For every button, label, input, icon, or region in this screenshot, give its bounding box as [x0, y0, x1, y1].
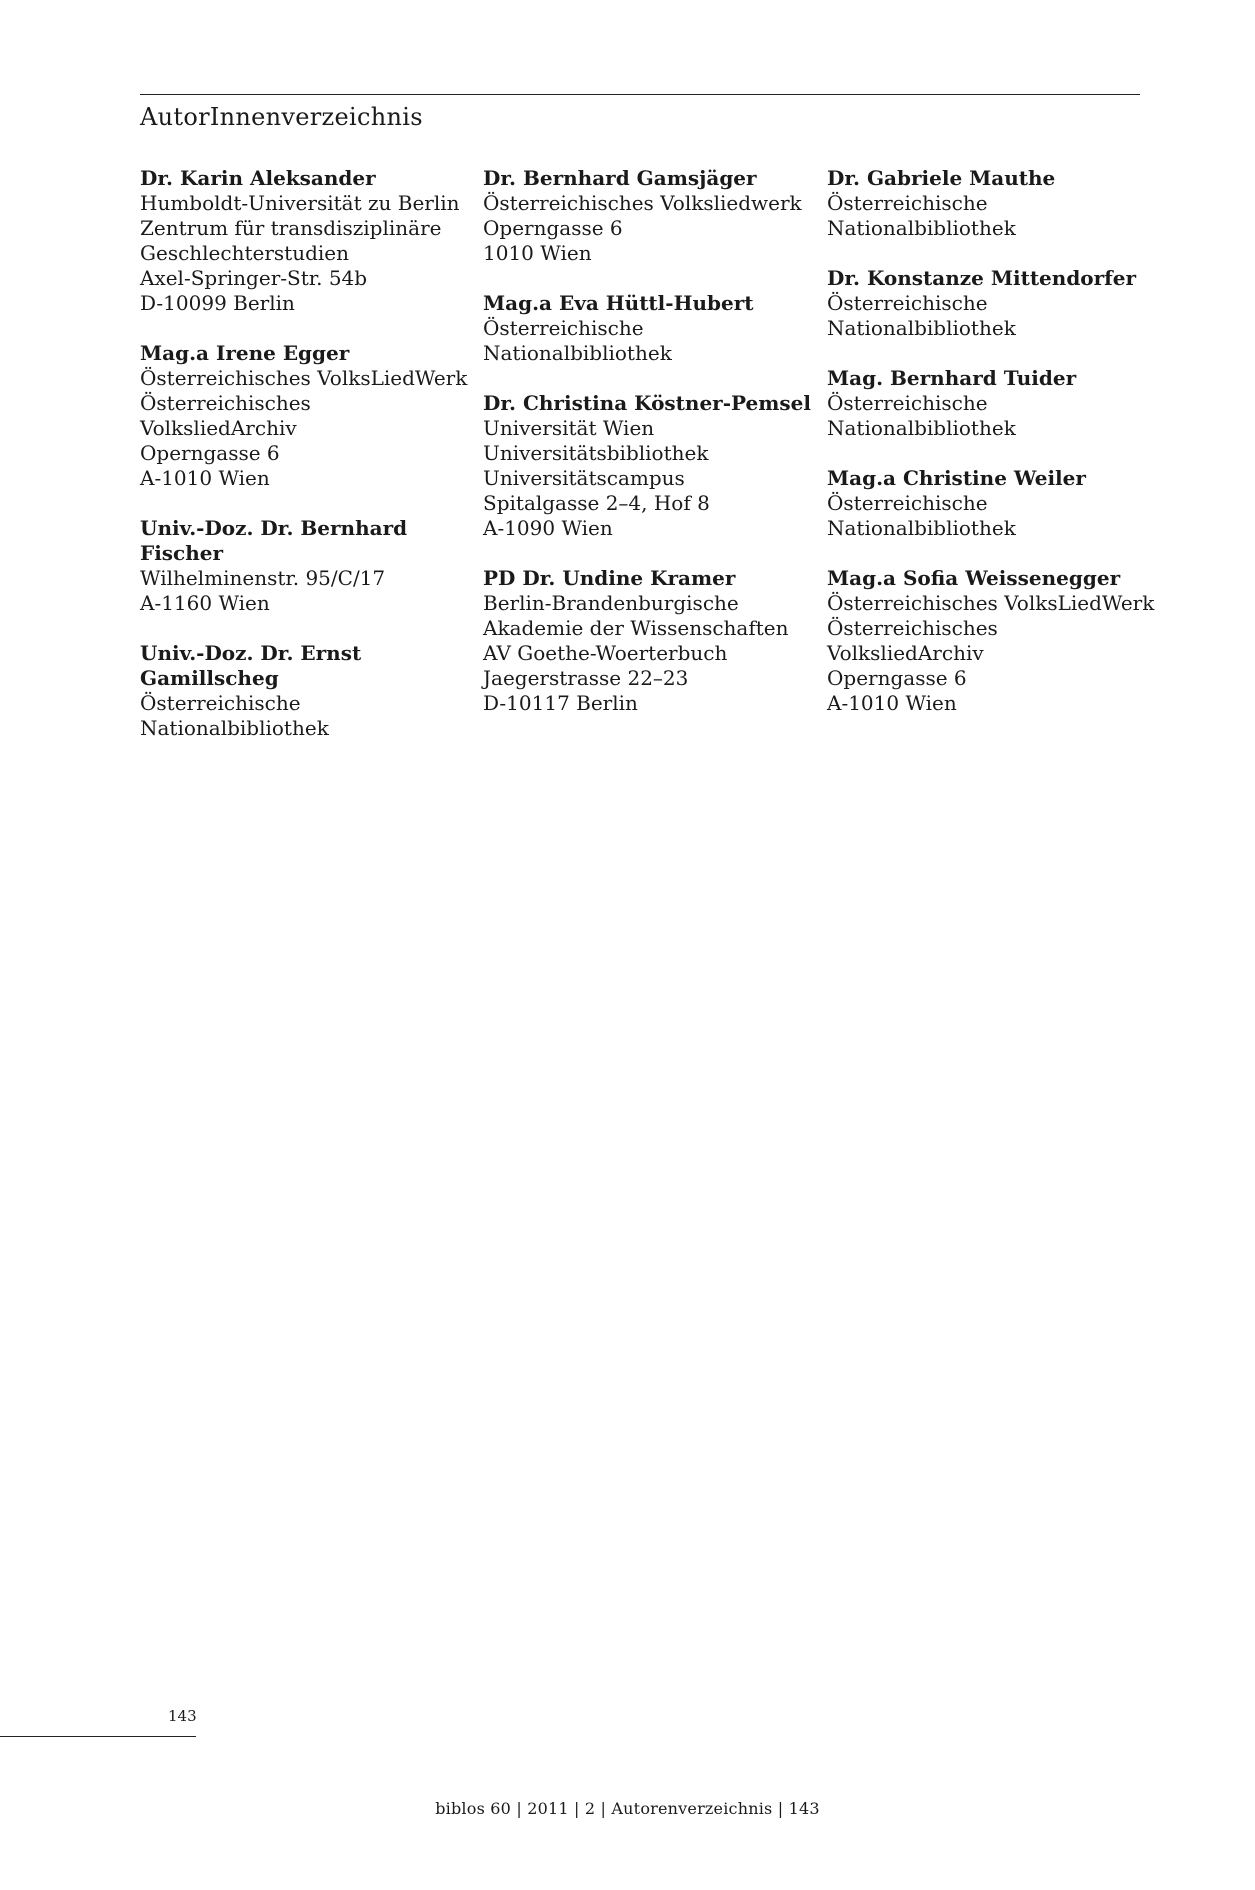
- address-line: Österreichisches: [827, 616, 998, 640]
- address-line: Nationalbibliothek: [827, 216, 1016, 240]
- address-line: Universität Wien: [483, 416, 655, 440]
- address-line: A-1090 Wien: [483, 516, 613, 540]
- author-name-line: Gamillscheg: [140, 666, 279, 690]
- address-line: VolksliedArchiv: [140, 416, 297, 440]
- section-title: AutorInnenverzeichnis: [140, 103, 423, 131]
- address-line: D-10099 Berlin: [140, 291, 295, 315]
- address-line: Österreichische: [827, 391, 988, 415]
- address-line: Österreichisches VolksLiedWerk: [827, 591, 1155, 615]
- author-name: Dr. Christina Köstner-Pemsel: [483, 391, 811, 415]
- address-line: Spitalgasse 2–4, Hof 8: [483, 491, 710, 515]
- top-rule: [140, 94, 1140, 95]
- address-line: Österreichische: [483, 316, 644, 340]
- address-line: VolksliedArchiv: [827, 641, 984, 665]
- author-name: [140, 516, 470, 566]
- author-entry: [140, 516, 470, 616]
- address-line: 1010 Wien: [483, 241, 592, 265]
- column-3: [827, 166, 1157, 741]
- author-entry: [140, 341, 470, 491]
- author-name: Dr. Gabriele Mauthe: [827, 166, 1056, 190]
- address-line: Nationalbibliothek: [827, 516, 1016, 540]
- author-name: Mag.a Sofia Weissenegger: [827, 566, 1121, 590]
- address-line: Operngasse 6: [827, 666, 967, 690]
- address-line: Operngasse 6: [140, 441, 280, 465]
- author-entry: [483, 291, 813, 366]
- author-entry: [827, 566, 1157, 716]
- address-line: Nationalbibliothek: [140, 716, 329, 740]
- address-line: A-1010 Wien: [140, 466, 270, 490]
- address-line: Akademie der Wissenschaften: [483, 616, 789, 640]
- address-line: Österreichische: [827, 191, 988, 215]
- address-line: Operngasse 6: [483, 216, 623, 240]
- author-name: Dr. Konstanze Mittendorfer: [827, 266, 1137, 290]
- author-name-line: Fischer: [140, 541, 224, 565]
- address-line: A-1160 Wien: [140, 591, 270, 615]
- address-line: Österreichische: [827, 491, 988, 515]
- author-name: Mag.a Christine Weiler: [827, 466, 1086, 490]
- address-line: Humboldt-Universität zu Berlin: [140, 191, 460, 215]
- author-name: [140, 641, 470, 691]
- address-line: Zentrum für transdisziplinäre: [140, 216, 442, 240]
- author-name: Mag.a Irene Egger: [140, 341, 350, 365]
- author-entry: [827, 366, 1157, 441]
- page-number: 143: [168, 1707, 197, 1725]
- author-name-line: Univ.-Doz. Dr. Ernst: [140, 641, 362, 665]
- address-line: Nationalbibliothek: [827, 316, 1016, 340]
- column-1: [140, 166, 470, 766]
- column-2: [483, 166, 813, 741]
- address-line: Jaegerstrasse 22–23: [483, 666, 689, 690]
- author-entry: [483, 166, 813, 266]
- address-line: Geschlechterstudien: [140, 241, 350, 265]
- author-entry: [483, 391, 813, 541]
- address-line: Wilhelminenstr. 95/C/17: [140, 566, 386, 590]
- author-entry: [827, 266, 1157, 341]
- address-line: Österreichisches: [140, 391, 311, 415]
- author-name: PD Dr. Undine Kramer: [483, 566, 736, 590]
- address-line: Berlin-Brandenburgische: [483, 591, 739, 615]
- author-entry: [483, 566, 813, 716]
- address-line: Österreichische: [140, 691, 301, 715]
- author-name: Mag.a Eva Hüttl-Hubert: [483, 291, 754, 315]
- address-line: A-1010 Wien: [827, 691, 957, 715]
- address-line: Nationalbibliothek: [827, 416, 1016, 440]
- address-line: Nationalbibliothek: [483, 341, 672, 365]
- author-name-line: Univ.-Doz. Dr. Bernhard: [140, 516, 408, 540]
- address-line: Österreichisches Volksliedwerk: [483, 191, 802, 215]
- address-line: Universitätscampus: [483, 466, 685, 490]
- address-line: Österreichisches VolksLiedWerk: [140, 366, 468, 390]
- address-line: Österreichische: [827, 291, 988, 315]
- author-entry: [827, 466, 1157, 541]
- author-entry: [140, 166, 470, 316]
- author-name: Dr. Karin Aleksander: [140, 166, 376, 190]
- author-entry: [140, 641, 470, 741]
- address-line: AV Goethe-Woerterbuch: [483, 641, 728, 665]
- address-line: Axel-Springer-Str. 54b: [140, 266, 368, 290]
- address-line: Universitätsbibliothek: [483, 441, 709, 465]
- author-name: Dr. Bernhard Gamsjäger: [483, 166, 757, 190]
- author-name: Mag. Bernhard Tuider: [827, 366, 1077, 390]
- address-line: D-10117 Berlin: [483, 691, 638, 715]
- running-footer: biblos 60 | 2011 | 2 | Autorenverzeichnis | 143: [435, 1799, 820, 1818]
- bottom-rule: [0, 1736, 196, 1737]
- author-entry: [827, 166, 1157, 241]
